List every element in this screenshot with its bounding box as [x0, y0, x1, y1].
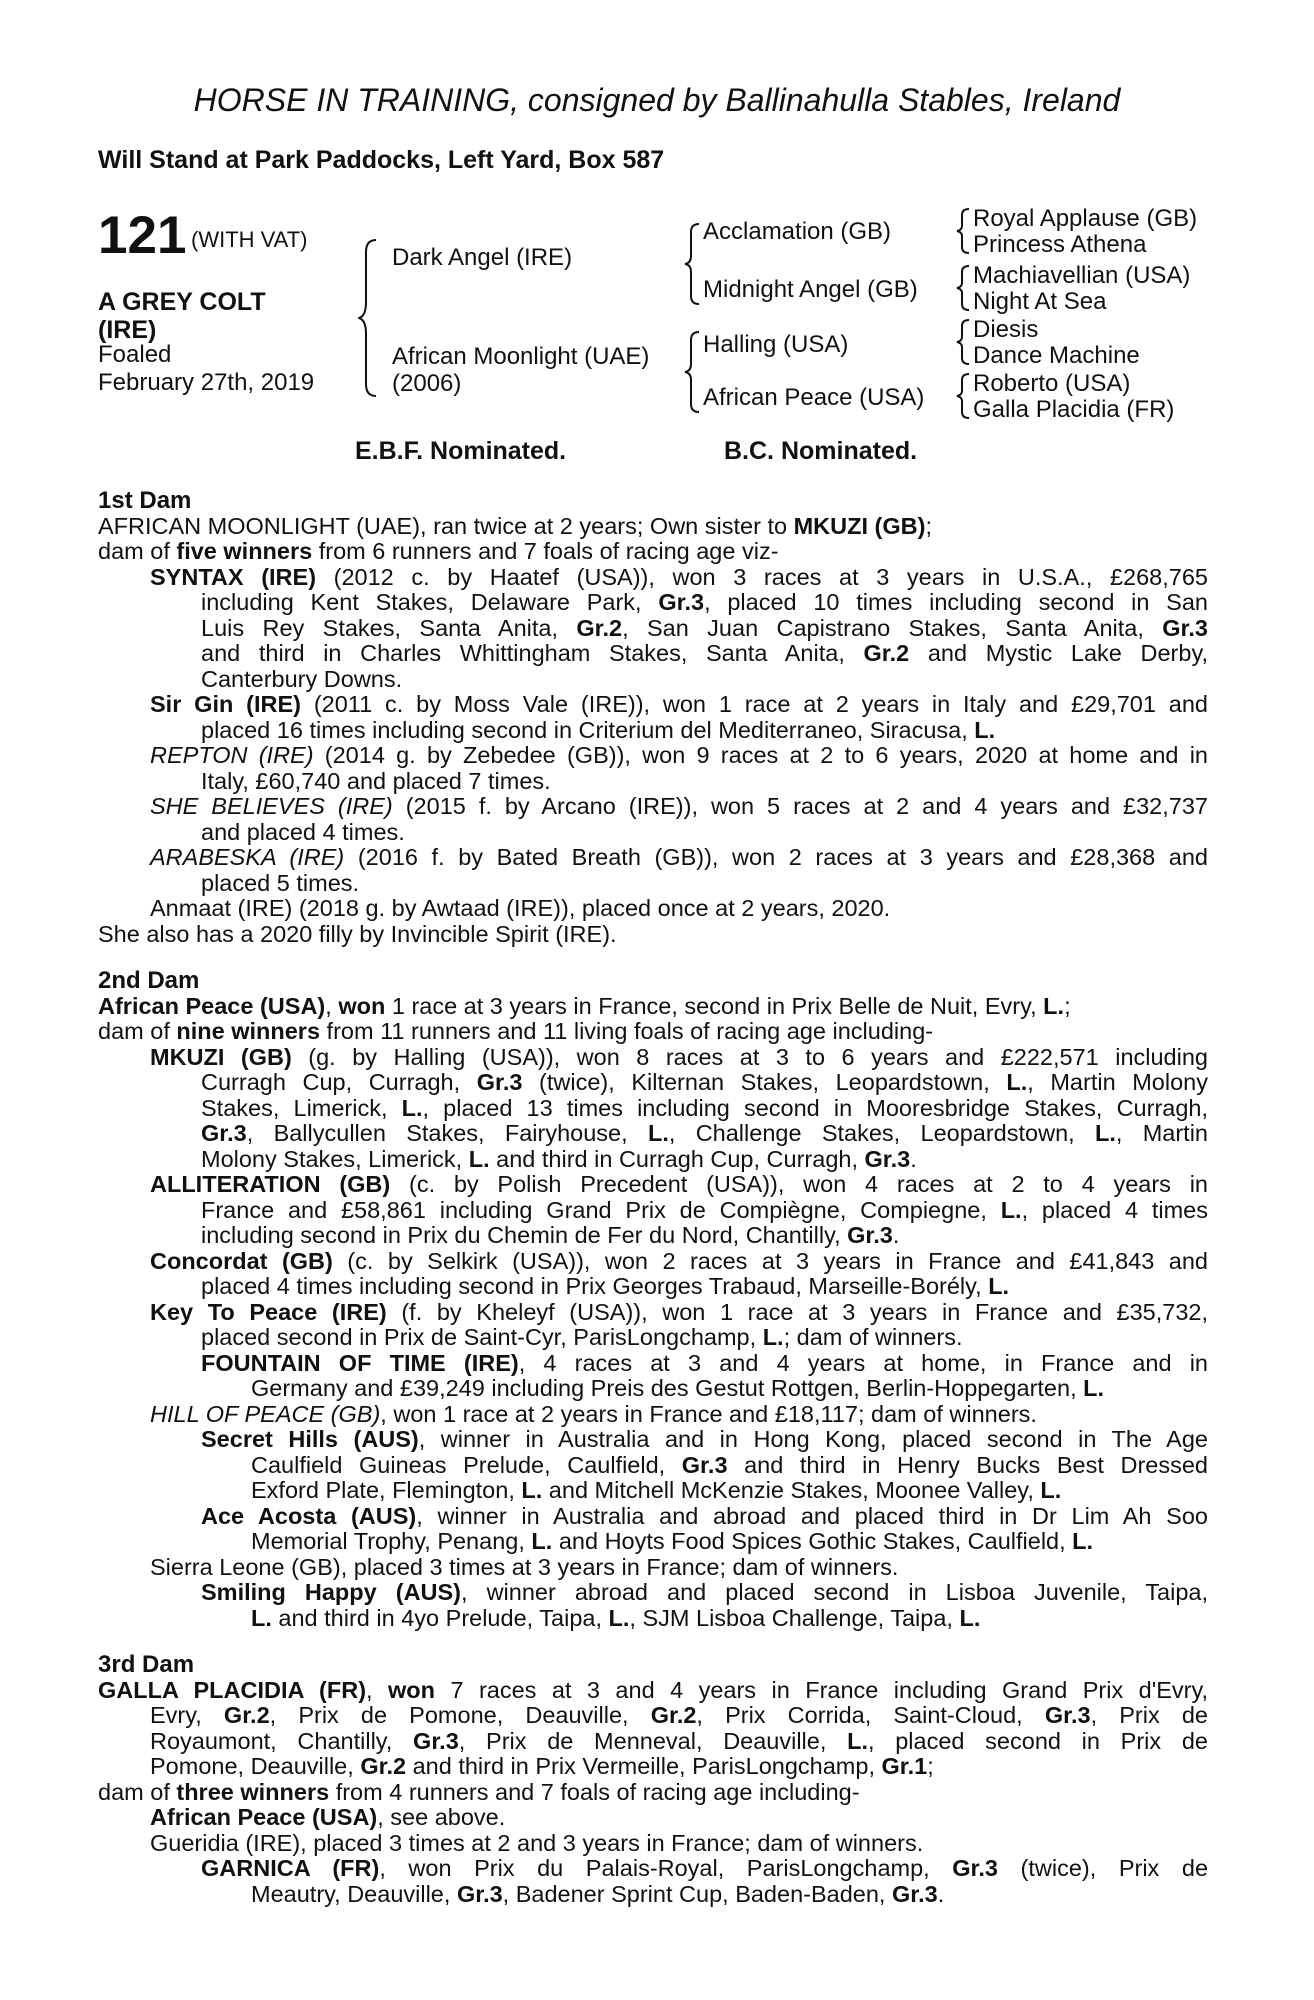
record-text: Stakes, Limerick, [201, 1095, 402, 1121]
record-text: Gr.1 [881, 1754, 928, 1779]
record-text: from 11 runners and 11 living foals of racing age including- [320, 1019, 934, 1044]
record-text: , Challenge Stakes, Leopardstown, [668, 1121, 1095, 1146]
record-text: Gr.3 [658, 590, 705, 615]
record-text: and third in 4yo Prelude, Taipa, [271, 1605, 609, 1631]
foaled-label: Foaled [98, 341, 172, 368]
record-text: ALLITERATION (GB) [150, 1172, 391, 1197]
record-text: Luis Rey Stakes, Santa Anita, [201, 615, 577, 641]
pedigree-g-5: Dance Machine [973, 342, 1140, 369]
record-line [98, 1249, 1208, 1275]
record-line [98, 667, 1208, 693]
record-text: and third in Curragh Cup, Curragh, [489, 1146, 865, 1172]
pedigree-dam: African Moonlight (UAE) [392, 343, 650, 370]
vat-note: (WITH VAT) [191, 227, 308, 252]
produce-record [98, 488, 1208, 1907]
record-text: REPTON (IRE) [150, 743, 314, 768]
record-line [98, 590, 1208, 616]
record-text: Gr.3 [456, 1881, 503, 1907]
record-text: Gr.3 [476, 1070, 523, 1095]
record-line [98, 1856, 1208, 1882]
record-text: and Mitchell McKenzie Stakes, Moonee Valley, [542, 1478, 1041, 1503]
record-line [98, 1555, 1208, 1581]
record-text: dam of [98, 1779, 177, 1805]
record-line [98, 616, 1208, 642]
pedigree-g-4: Diesis [973, 316, 1039, 343]
foaled-date: February 27th, 2019 [98, 369, 315, 396]
record-text: , placed 10 times including second in San [704, 590, 1208, 615]
section-title: 3rd Dam [98, 1651, 195, 1678]
lot-number: 121 [98, 206, 187, 265]
record-text: (c. by Polish Precedent (USA)), won 4 races at 2 to 4 years in [390, 1172, 1208, 1197]
record-text: L. [401, 1095, 423, 1121]
record-text: (c. by Selkirk (USA)), won 2 races at 3 years in France and £41,843 and [332, 1248, 1208, 1274]
record-line [98, 769, 1208, 795]
record-line [98, 922, 1208, 948]
record-text: , won 1 race at 2 years in France and £18,117; dam of winners. [380, 1401, 1037, 1427]
record-line [98, 1402, 1208, 1428]
record-text: , won Prix du Palais-Royal, ParisLongchamp, [379, 1856, 953, 1881]
record-text: SHE BELIEVES (IRE) [150, 794, 393, 819]
bc-nomination: B.C. Nominated. [724, 437, 918, 465]
pedigree-sire-sire: Acclamation (GB) [703, 218, 892, 245]
record-text: , Prix Corrida, Saint-Cloud, [696, 1703, 1045, 1728]
record-text: African Peace (USA) [150, 1805, 378, 1830]
section-title: 2nd Dam [98, 967, 200, 994]
record-text: won [388, 1677, 436, 1703]
record-text: , winner in Australia and in Hong Kong, placed second in The Age [418, 1427, 1208, 1452]
record-text: France and £58,861 including Grand Prix de Compiègne, Compiegne, [201, 1197, 1001, 1223]
record-text: , Badener Sprint Cup, Baden-Baden, [502, 1881, 892, 1907]
record-text: , 4 races at 3 and 4 years at home, in France and in [518, 1350, 1208, 1376]
record-text: L. [974, 717, 996, 743]
record-text: HILL OF PEACE (GB) [150, 1401, 381, 1427]
pedigree-brace-g3 [956, 318, 972, 366]
record-text: , winner abroad and placed second in Lisboa Juvenile, Taipa, [461, 1580, 1208, 1605]
record-line [98, 1703, 1208, 1729]
record-text: (f. by Kheleyf (USA)), won 1 race at 3 years in France and £35,732, [386, 1299, 1208, 1325]
pedigree-brace-g1 [956, 207, 972, 255]
record-text: Evry, [150, 1703, 224, 1728]
record-text: Royaumont, Chantilly, [150, 1728, 414, 1754]
record-text: Caulfield Guineas Prelude, Caulfield, [251, 1452, 682, 1478]
record-text: Sir Gin (IRE) [150, 692, 301, 717]
record-line [98, 1729, 1208, 1755]
record-text: placed 4 times including second in Prix Georges Trabaud, Marseille-Borély, [201, 1274, 989, 1299]
record-text: (2016 f. by Bated Breath (GB)), won 2 races at 3 years and £28,368 and [344, 845, 1208, 870]
record-text: Smiling Happy (AUS) [201, 1580, 462, 1605]
pedigree-g-0: Royal Applause (GB) [973, 205, 1198, 232]
record-text: , [366, 1677, 389, 1703]
ebf-nomination: E.B.F. Nominated. [355, 437, 567, 465]
record-text: ; [1064, 993, 1071, 1019]
record-line [98, 565, 1208, 591]
record-text: Gr.3 [952, 1856, 998, 1881]
record-line [98, 641, 1208, 667]
record-text: L. [1000, 1197, 1022, 1223]
record-text: Concordat (GB) [150, 1248, 333, 1274]
record-text: L. [521, 1478, 543, 1503]
record-text: L. [1083, 1376, 1105, 1401]
record-text: dam of [98, 1019, 177, 1044]
record-text: (twice), Kilternan Stakes, Leopardstown, [522, 1070, 1007, 1095]
record-line [98, 1504, 1208, 1530]
record-text: Gr.3 [1044, 1703, 1091, 1728]
record-line [98, 1300, 1208, 1326]
record-text: placed 5 times. [201, 870, 360, 896]
pedigree-brace-g2 [956, 264, 972, 312]
record-text: Canterbury Downs. [201, 666, 403, 692]
record-text: L. [608, 1605, 630, 1631]
record-line [98, 1045, 1208, 1071]
record-text: and Hoyts Food Spices Gothic Stakes, Caulfield, [552, 1529, 1073, 1554]
record-line [98, 743, 1208, 769]
horse-origin: (IRE) [98, 316, 157, 344]
record-line [98, 871, 1208, 897]
record-line [98, 514, 1208, 540]
record-text: L. [1006, 1070, 1028, 1095]
record-text: . [910, 1146, 917, 1172]
record-text: , Martin Molony [1027, 1070, 1208, 1095]
record-text: , SJM Lisboa Challenge, Taipa, [629, 1605, 960, 1631]
pedigree-brace-sire [684, 222, 702, 306]
record-text: . [937, 1881, 945, 1907]
section-title: 1st Dam [98, 487, 192, 514]
record-line [98, 1147, 1208, 1173]
horse-description [98, 288, 266, 344]
record-text: Gr.2 [650, 1703, 697, 1728]
record-text: Gr.2 [863, 641, 910, 666]
record-text: She also has a 2020 filly by Invincible Spirit (IRE). [98, 921, 617, 947]
record-line [98, 1606, 1208, 1632]
record-text: five winners [176, 539, 313, 564]
record-text: Gueridia (IRE), placed 3 times at 2 and 3 years in France; dam of winners. [150, 1830, 924, 1856]
record-text: Gr.3 [891, 1881, 938, 1907]
record-text: Ace Acosta (AUS) [201, 1503, 417, 1529]
record-text: , Prix de Pomone, Deauville, [269, 1703, 651, 1728]
record-line [98, 1376, 1208, 1402]
record-text: dam of [98, 539, 177, 564]
record-text: , winner in Australia and abroad and placed third in Dr Lim Ah Soo [416, 1503, 1208, 1529]
record-text: and Mystic Lake Derby, [909, 641, 1208, 666]
record-text: placed 16 times including second in Criterium del Mediterraneo, Siracusa, [201, 717, 975, 743]
record-text: Gr.3 [864, 1146, 911, 1172]
record-text: Gr.2 [223, 1703, 270, 1728]
record-line [98, 1198, 1208, 1224]
record-text: and placed 4 times. [201, 819, 405, 845]
record-text: ARABESKA (IRE) [150, 845, 345, 870]
record-text: three winners [176, 1779, 330, 1805]
record-text: from 6 runners and 7 foals of racing age viz- [312, 539, 779, 564]
pedigree-sire-dam: Midnight Angel (GB) [703, 276, 918, 303]
record-text: Molony Stakes, Limerick, [201, 1146, 469, 1172]
record-line [98, 1831, 1208, 1857]
pedigree-dam-dam: African Peace (USA) [703, 384, 925, 411]
record-text: , San Juan Capistrano Stakes, Santa Anita, [622, 615, 1163, 641]
record-text: and third in Prix Vermeille, ParisLongchamp, [406, 1754, 882, 1779]
record-line [98, 1453, 1208, 1479]
record-line [98, 692, 1208, 718]
record-text: (2014 g. by Zebedee (GB)), won 9 races at 2 to 6 years, 2020 at home and in [313, 743, 1208, 768]
record-text: 1 race at 3 years in France, second in Prix Belle de Nuit, Evry, [385, 993, 1044, 1019]
record-text: , see above. [377, 1805, 506, 1830]
record-text: (g. by Halling (USA)), won 8 races at 3 to 6 years and £222,571 including [291, 1044, 1208, 1070]
record-text: Pomone, Deauville, [150, 1754, 361, 1779]
record-text: GARNICA (FR) [201, 1856, 380, 1881]
record-text: Gr.3 [847, 1223, 893, 1248]
record-line [98, 1478, 1208, 1504]
horse-sex-colour: A GREY COLT [98, 288, 266, 316]
record-line [98, 1325, 1208, 1351]
record-text: FOUNTAIN OF TIME (IRE) [201, 1350, 519, 1376]
record-text: including Kent Stakes, Delaware Park, [201, 590, 659, 615]
record-text: (2012 c. by Haatef (USA)), won 3 races at 3 years in U.S.A., £268,765 [316, 564, 1208, 590]
record-line [98, 845, 1208, 871]
record-text: SYNTAX (IRE) [150, 564, 317, 590]
record-text: Gr.3 [1162, 615, 1208, 641]
record-text: MKUZI (GB) [150, 1044, 292, 1070]
record-text: Anmaat (IRE) (2018 g. by Awtaad (IRE)), placed once at 2 years, 2020. [150, 896, 891, 921]
record-text: Gr.2 [360, 1754, 407, 1779]
record-text: (twice), Prix de [998, 1856, 1208, 1881]
record-text: ; [925, 513, 932, 539]
record-text: , placed second in Prix de [867, 1728, 1208, 1754]
record-text: Gr.3 [413, 1728, 459, 1754]
record-text: Curragh Cup, Curragh, [201, 1070, 477, 1095]
record-text: and third in Charles Whittingham Stakes, Santa Anita, [201, 641, 864, 666]
record-text: including second in Prix du Chemin de Fer du Nord, Chantilly, [201, 1223, 848, 1248]
pedigree-g-2: Machiavellian (USA) [973, 262, 1191, 289]
record-line [98, 1780, 1208, 1806]
pedigree-brace-g4 [956, 372, 972, 420]
record-text: African Peace (USA) [98, 993, 326, 1019]
record-text: . [892, 1223, 900, 1248]
record-text: Secret Hills (AUS) [201, 1427, 419, 1452]
record-line [98, 1274, 1208, 1300]
record-line [98, 1805, 1208, 1831]
record-text: L. [1072, 1529, 1094, 1554]
pedigree-dam-year: (2006) [392, 370, 462, 397]
pedigree-sire: Dark Angel (IRE) [392, 244, 573, 271]
record-text: L. [847, 1728, 868, 1754]
pedigree-brace-dam [684, 330, 702, 414]
record-line [98, 1019, 1208, 1045]
record-text: L. [531, 1529, 553, 1554]
record-line [98, 1223, 1208, 1249]
record-text: GALLA PLACIDIA (FR) [98, 1677, 367, 1703]
catalogue-header: HORSE IN TRAINING, consigned by Ballinahulla Stables, Ireland [193, 82, 1121, 118]
record-text: placed second in Prix de Saint-Cyr, ParisLongchamp, [201, 1325, 763, 1350]
record-text: L. [762, 1325, 784, 1350]
record-text: L. [1040, 1478, 1062, 1503]
record-text: L. [959, 1605, 981, 1631]
record-text: , placed 13 times including second in Mooresbridge Stakes, Curragh, [422, 1095, 1208, 1121]
record-text: 7 races at 3 and 4 years in France including Grand Prix d'Evry, [435, 1677, 1208, 1703]
record-text: Germany and £39,249 including Preis des Gestut Rottgen, Berlin-Hoppegarten, [251, 1376, 1084, 1401]
pedigree-g-1: Princess Athena [973, 231, 1147, 258]
record-text: L. [988, 1274, 1010, 1299]
record-text: Gr.3 [201, 1121, 247, 1146]
record-text: L. [251, 1605, 272, 1631]
record-line [98, 896, 1208, 922]
record-line [98, 1427, 1208, 1453]
record-text: (2015 f. by Arcano (IRE)), won 5 races at 2 and 4 years and £32,737 [392, 794, 1208, 819]
record-line [98, 718, 1208, 744]
record-text: won [338, 993, 386, 1019]
record-text: ; [927, 1754, 934, 1779]
record-text: Sierra Leone (GB), placed 3 times at 3 years in France; dam of winners. [150, 1554, 899, 1580]
record-text: nine winners [176, 1019, 321, 1044]
record-text: L. [1043, 993, 1065, 1019]
record-text: , [325, 993, 339, 1019]
record-text: Italy, £60,740 and placed 7 times. [201, 768, 551, 794]
record-line [98, 1882, 1208, 1908]
record-line [98, 1754, 1208, 1780]
record-text: Memorial Trophy, Penang, [251, 1529, 532, 1554]
record-text: Key To Peace (IRE) [150, 1299, 387, 1325]
record-text: , Martin [1115, 1121, 1208, 1146]
record-text: MKUZI (GB) [793, 513, 926, 539]
record-line [98, 1172, 1208, 1198]
record-text: ; dam of winners. [783, 1325, 963, 1350]
record-text: , Prix de Menneval, Deauville, [458, 1728, 848, 1754]
record-text: Gr.3 [681, 1452, 728, 1478]
record-line [98, 1580, 1208, 1606]
record-line [98, 539, 1208, 565]
record-text: (2011 c. by Moss Vale (IRE)), won 1 race at 2 years in Italy and £29,701 and [301, 692, 1208, 717]
pedigree-g-3: Night At Sea [973, 288, 1107, 315]
record-text: Exford Plate, Flemington, [251, 1478, 522, 1503]
pedigree-g-6: Roberto (USA) [973, 370, 1131, 397]
record-text: Gr.2 [576, 615, 623, 641]
record-line [98, 1678, 1208, 1704]
record-text: L. [468, 1146, 490, 1172]
record-line [98, 1121, 1208, 1147]
foaling-info [98, 341, 314, 397]
record-text: , Prix de [1090, 1703, 1208, 1728]
record-line [98, 820, 1208, 846]
record-text: from 4 runners and 7 foals of racing age including- [329, 1779, 860, 1805]
record-text: Meautry, Deauville, [251, 1881, 457, 1907]
record-line [98, 1070, 1208, 1096]
record-text: L. [647, 1121, 669, 1146]
record-line [98, 794, 1208, 820]
record-line [98, 994, 1208, 1020]
record-line [98, 1351, 1208, 1377]
record-line [98, 1096, 1208, 1122]
pedigree-brace-main [358, 238, 380, 398]
record-text: AFRICAN MOONLIGHT (UAE), ran twice at 2 years; Own sister to [98, 513, 794, 539]
pedigree-g-7: Galla Placidia (FR) [973, 396, 1175, 423]
record-text: L. [1094, 1121, 1116, 1146]
record-text: and third in Henry Bucks Best Dressed [727, 1452, 1208, 1478]
stand-location: Will Stand at Park Paddocks, Left Yard, Box 587 [98, 146, 665, 174]
pedigree-dam-sire: Halling (USA) [703, 331, 849, 358]
record-text: , placed 4 times [1021, 1197, 1208, 1223]
record-line [98, 1529, 1208, 1555]
record-text: , Ballycullen Stakes, Fairyhouse, [246, 1121, 648, 1146]
